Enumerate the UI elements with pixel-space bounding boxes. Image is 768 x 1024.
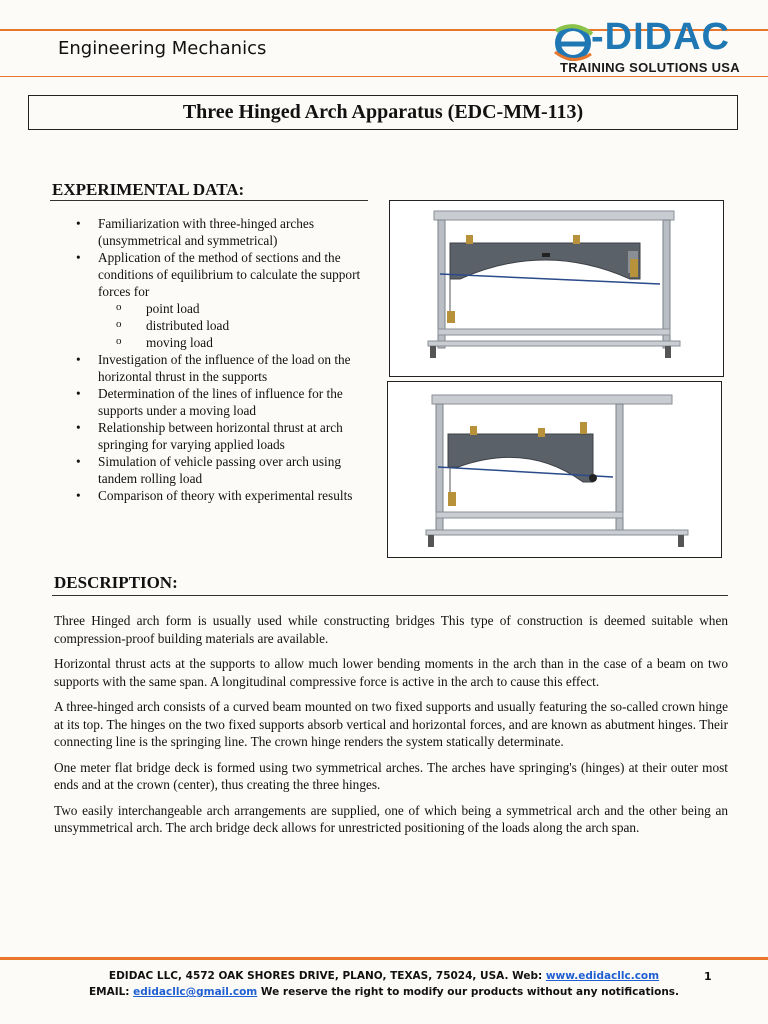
description-paragraph: A three-hinged arch consists of a curved beam mounted on two fixed supports and usually featuring the so-called crown hinge at its top. The hinges on the two fixed supports absorb vertical and horizontal forces, and are known as abutment hinges. Their connecting line is the springing line. The crown hinge renders the system statically determinate. <box>54 699 728 749</box>
list-item <box>98 249 368 351</box>
footer-rule <box>0 957 768 960</box>
page-title: Three Hinged Arch Apparatus (EDC-MM-113) <box>28 95 738 130</box>
footer-address <box>0 970 768 982</box>
apparatus-photo-2 <box>387 381 722 558</box>
logo-globe-icon <box>553 22 595 64</box>
page-number: 1 <box>704 970 712 983</box>
experimental-heading: EXPERIMENTAL DATA: <box>52 180 245 199</box>
description-rule <box>52 595 728 596</box>
sub-list-item: o point load <box>146 300 368 317</box>
footer-email-label: EMAIL: <box>88 986 134 998</box>
footer-address-text: EDIDAC LLC, 4572 OAK SHORES DRIVE, PLANO, TEXAS, 75024, USA. Web: <box>108 970 546 982</box>
experimental-list <box>50 215 368 504</box>
list-item: • Determination of the lines of influence for the supports under a moving load <box>98 385 368 419</box>
logo-tagline: TRAINING SOLUTIONS USA <box>560 60 740 75</box>
footer-disclaimer: We reserve the right to modify our products without any notifications. <box>257 986 680 998</box>
apparatus-photo-1 <box>389 200 724 377</box>
list-item: • Simulation of vehicle passing over arch using tandem rolling load <box>98 453 368 487</box>
footer-website-link[interactable]: www.edidacllc.com <box>545 970 660 982</box>
edidac-logo <box>553 16 753 77</box>
description-paragraph: Horizontal thrust acts at the supports to allow much lower bending moments in the arch than in the case of a beam on two supports with the same span. A longitudinal compressive force is active in the arch to cause this effect. <box>54 656 728 689</box>
description-body <box>54 612 728 845</box>
header-section-title: Engineering Mechanics <box>58 38 267 59</box>
sub-list-item: o moving load <box>146 334 368 351</box>
description-paragraph: Two easily interchangeable arch arrangements are supplied, one of which being a symmetrical arch and the other being an unsymmetrical arch. The arch bridge deck allows for unrestricted positioning of the loads along the arch span. <box>54 802 728 835</box>
description-heading: DESCRIPTION: <box>54 573 178 592</box>
description-paragraph: One meter flat bridge deck is formed using two symmetrical arches. The arches have springing's (hinges) at their outer most ends and at the crown (center), thus creating the three hinges. <box>54 759 728 792</box>
sub-list <box>98 300 368 351</box>
header-rule-bottom <box>0 76 768 77</box>
description-paragraph: Three Hinged arch form is usually used while constructing bridges This type of construction is deemed suitable when compression-proof building materials are available. <box>54 613 728 646</box>
sub-list-item: o distributed load <box>146 317 368 334</box>
footer-email-link[interactable]: edidacllc@gmail.com <box>133 986 258 998</box>
list-item: • Familiarization with three-hinged arches (unsymmetrical and symmetrical) <box>98 215 368 249</box>
list-item: • Relationship between horizontal thrust at arch springing for varying applied loads <box>98 419 368 453</box>
footer-contact <box>0 986 768 998</box>
list-item-text: Application of the method of sections and the conditions of equilibrium to calculate the support forces for <box>98 250 361 299</box>
logo-wordmark: -DIDAC <box>591 16 730 58</box>
list-item: • Comparison of theory with experimental results <box>98 487 368 504</box>
experimental-rule <box>50 200 368 201</box>
list-item: • Investigation of the influence of the load on the horizontal thrust in the supports <box>98 351 368 385</box>
